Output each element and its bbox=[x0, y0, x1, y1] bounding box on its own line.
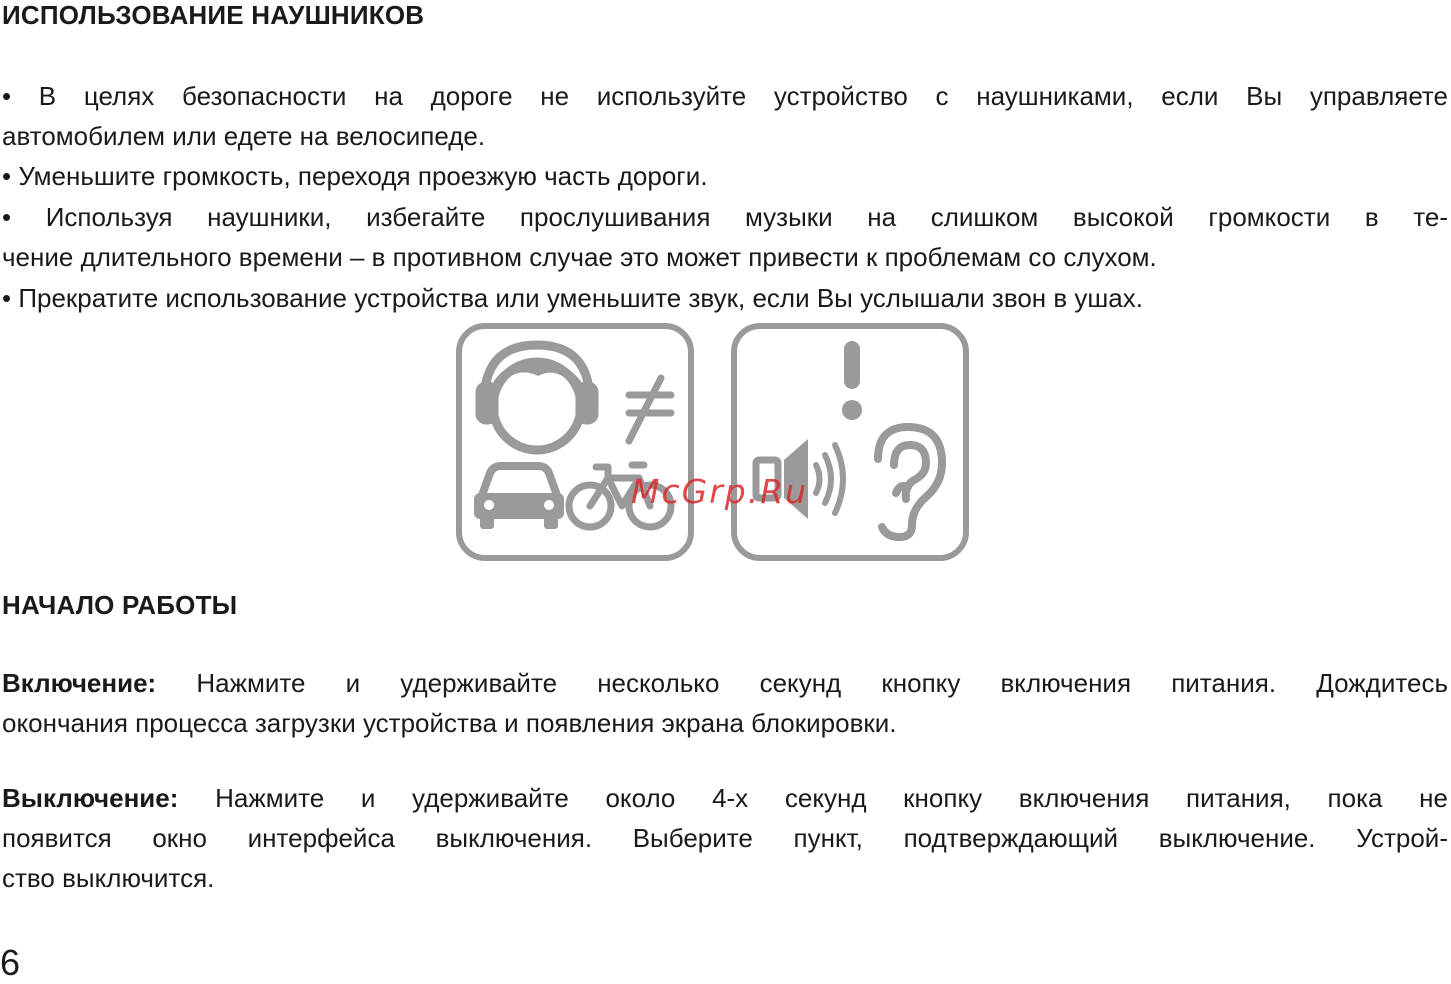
power-on-paragraph bbox=[2, 663, 1448, 743]
car-icon bbox=[474, 466, 564, 529]
bullet-line: автомобилем или едете на велосипеде. bbox=[2, 121, 486, 151]
paragraph-line bbox=[2, 663, 1448, 703]
bullet-ringing-ears bbox=[2, 278, 1448, 318]
bullet-line: • В целях безопасности на дороге не используйте устройство с наушниками, если Вы управляете bbox=[2, 81, 1448, 111]
bullet-line: чение длительного времени – в противном случае это может привести к проблемам со слухом. bbox=[2, 242, 1157, 272]
power-off-paragraph bbox=[2, 778, 1448, 898]
bullet-crossing-road bbox=[2, 156, 1448, 196]
not-equal-icon bbox=[629, 378, 671, 441]
power-on-text: Нажмите и удерживайте несколько секунд кнопку включения питания. Дождитесь bbox=[156, 668, 1448, 698]
paragraph-line: окончания процесса загрузки устройства и появления экрана блокировки. bbox=[2, 708, 897, 738]
section-title-headphones: ИСПОЛЬЗОВАНИЕ НАУШНИКОВ bbox=[2, 0, 425, 30]
safety-pictograms bbox=[456, 323, 972, 563]
bullet-high-volume bbox=[2, 197, 1448, 277]
paragraph-line: появится окно интерфейса выключения. Выберите пункт, подтверждающий выключение. Устрой- bbox=[2, 823, 1448, 853]
bullet-road-safety bbox=[2, 76, 1448, 156]
bullet-line: • Используя наушники, избегайте прослушивания музыки на слишком высокой громкости в те- bbox=[2, 202, 1448, 232]
power-off-label: Выключение: bbox=[2, 783, 179, 813]
alert-icon bbox=[842, 341, 862, 420]
power-on-label: Включение: bbox=[2, 668, 157, 698]
ear-icon bbox=[878, 427, 942, 537]
paragraph-line: ство выключится. bbox=[2, 863, 215, 893]
power-off-text: Нажмите и удерживайте около 4-х секунд кнопку включения питания, пока не bbox=[178, 783, 1448, 813]
page-number: 6 bbox=[0, 942, 21, 983]
section-title-getting-started: НАЧАЛО РАБОТЫ bbox=[2, 590, 238, 620]
watermark: McGrp.Ru bbox=[631, 472, 809, 511]
headphones-person-icon bbox=[480, 345, 594, 450]
bullet-line: • Прекратите использование устройства или уменьшите звук, если Вы услышали звон в ушах. bbox=[2, 283, 1143, 313]
paragraph-line bbox=[2, 778, 1448, 818]
bullet-line: • Уменьшите громкость, переходя проезжую часть дороги. bbox=[2, 161, 708, 191]
